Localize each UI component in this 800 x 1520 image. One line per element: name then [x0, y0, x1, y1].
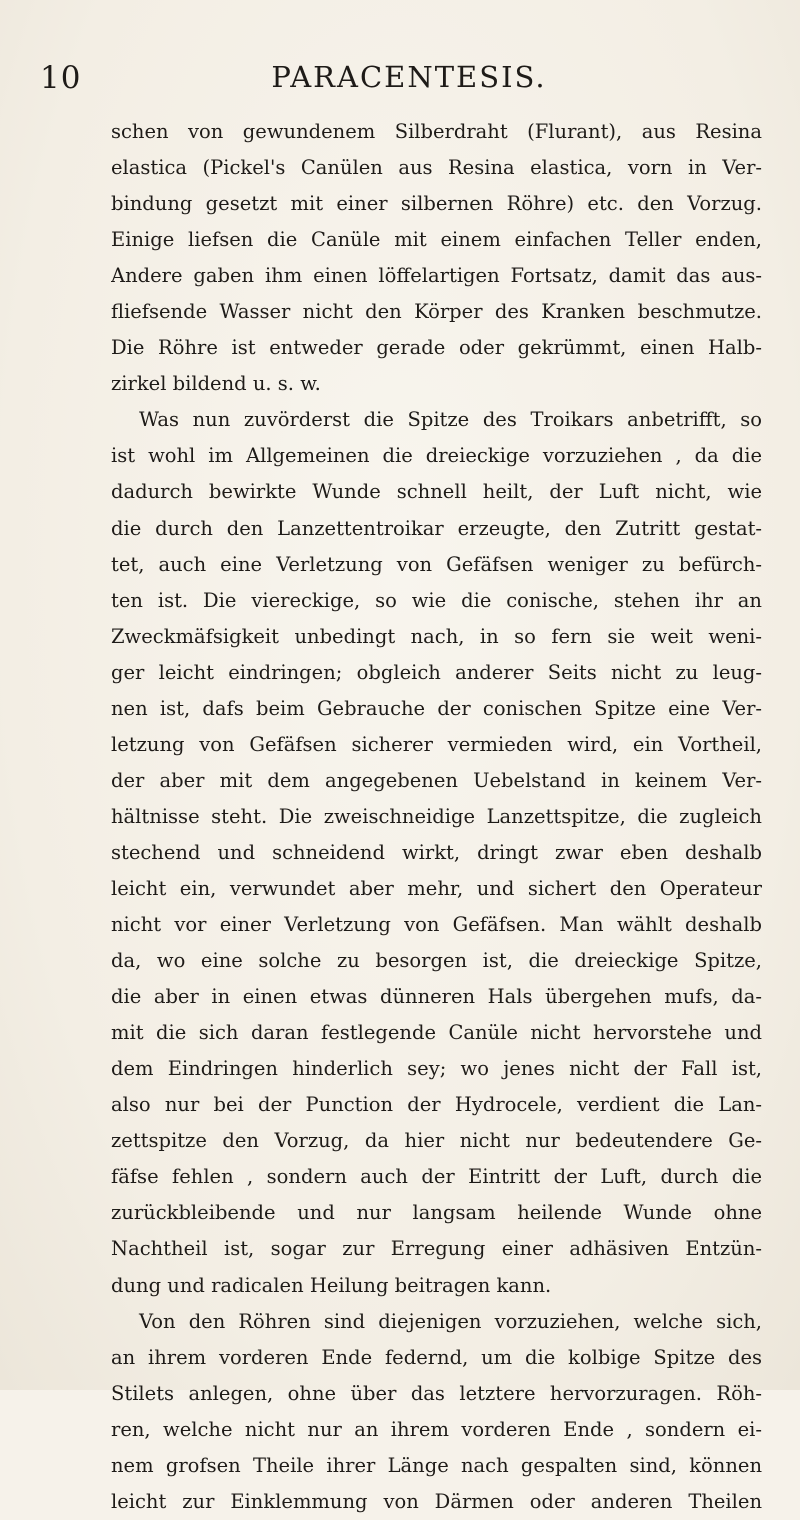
text-line: zirkel bildend u. s. w.	[111, 372, 321, 396]
text-line: stechend und schneidend wirkt, dringt zwar eben deshalb	[111, 840, 762, 864]
page-header	[0, 60, 800, 100]
text-line: zurückbleibende und nur langsam heilende Wunde ohne	[111, 1201, 762, 1225]
text-line: nicht vor einer Verletzung von Gefäfsen. Man wählt deshalb	[111, 913, 762, 937]
body-text	[111, 114, 762, 1520]
text-line: also nur bei der Punction der Hydrocele, verdient die Lan-	[111, 1093, 762, 1117]
text-line: Zweckmäfsigkeit unbedingt nach, in so fern sie weit weni-	[111, 624, 762, 648]
text-line: die aber in einen etwas dünneren Hals übergehen mufs, da-	[111, 985, 762, 1009]
text-line: die durch den Lanzettentroikar erzeugte, den Zutritt gestat-	[111, 516, 762, 540]
text-line: dem Eindringen hinderlich sey; wo jenes nicht der Fall ist,	[111, 1057, 762, 1081]
text-line: letzung von Gefäfsen sicherer vermieden wird, ein Vortheil,	[111, 732, 762, 756]
text-line: schen von gewundenem Silberdraht (Flurant), aus Resina	[111, 120, 762, 143]
text-line: der aber mit dem angegebenen Uebelstand in keinem Ver-	[111, 768, 762, 792]
text-line: mit die sich daran festlegende Canüle nicht hervorstehe und	[111, 1021, 762, 1045]
text-line: fliefsende Wasser nicht den Körper des Kranken beschmutze.	[111, 300, 762, 324]
text-line: ger leicht eindringen; obgleich anderer Seits nicht zu leug-	[111, 660, 762, 684]
text-line: hältnisse steht. Die zweischneidige Lanzettspitze, die zugleich	[111, 804, 762, 828]
text-line: an ihrem vorderen Ende federnd, um die kolbige Spitze des	[111, 1345, 762, 1369]
text-line: dadurch bewirkte Wunde schnell heilt, der Luft nicht, wie	[111, 480, 762, 504]
text-line: ren, welche nicht nur an ihrem vorderen Ende , sondern ei-	[111, 1417, 762, 1441]
text-line: fäfse fehlen , sondern auch der Eintritt der Luft, durch die	[111, 1165, 762, 1189]
text-line: Nachtheil ist, sogar zur Erregung einer adhäsiven Entzün-	[111, 1237, 762, 1261]
running-title: PARACENTESIS.	[271, 60, 547, 94]
text-line: Was nun zuvörderst die Spitze des Troikars anbetrifft, so	[139, 408, 762, 432]
text-line: Die Röhre ist entweder gerade oder gekrümmt, einen Halb-	[111, 336, 762, 360]
text-line: nem grofsen Theile ihrer Länge nach gespalten sind, können	[111, 1453, 762, 1477]
text-line: ten ist. Die viereckige, so wie die conische, stehen ihr an	[111, 588, 762, 612]
text-line: zettspitze den Vorzug, da hier nicht nur bedeutendere Ge-	[111, 1129, 762, 1153]
text-line: Einige liefsen die Canüle mit einem einfachen Teller enden,	[111, 228, 762, 252]
text-line: dung und radicalen Heilung beitragen kann.	[111, 1273, 552, 1297]
text-line: Stilets anlegen, ohne über das letztere hervorzuragen. Röh-	[111, 1381, 762, 1405]
text-line: leicht ein, verwundet aber mehr, und sichert den Operateur	[111, 876, 762, 900]
text-line: tet, auch eine Verletzung von Gefäfsen weniger zu befürch-	[111, 552, 762, 576]
text-line: bindung gesetzt mit einer silbernen Röhre) etc. den Vorzug.	[111, 192, 762, 216]
text-line: da, wo eine solche zu besorgen ist, die dreieckige Spitze,	[111, 949, 762, 973]
text-line: Andere gaben ihm einen löffelartigen Fortsatz, damit das aus-	[111, 264, 762, 288]
text-line: nen ist, dafs beim Gebrauche der conischen Spitze eine Ver-	[111, 696, 762, 720]
text-line: leicht zur Einklemmung von Därmen oder anderen Theilen	[111, 1489, 762, 1513]
page-number: 10	[40, 60, 82, 96]
text-line: elastica (Pickel's Canülen aus Resina elastica, vorn in Ver-	[111, 156, 762, 180]
text-line: ist wohl im Allgemeinen die dreieckige vorzuziehen , da die	[111, 444, 762, 468]
text-line: Von den Röhren sind diejenigen vorzuziehen, welche sich,	[139, 1309, 762, 1333]
